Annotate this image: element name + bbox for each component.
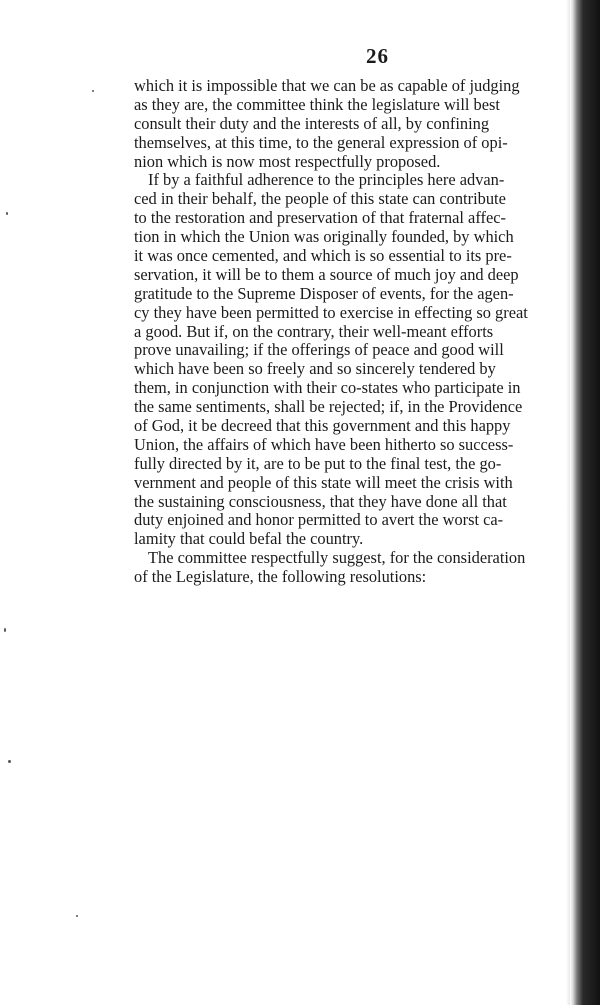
page-number: 26	[366, 44, 389, 68]
text-line: cy they have been permitted to exercise in effecting so great	[134, 302, 528, 322]
scan-speck	[4, 628, 6, 632]
text-line: them, in conjunction with their co-states who participate in	[134, 378, 521, 398]
text-line: If by a faithful adherence to the principles here advan-	[148, 170, 505, 190]
text-line: the same sentiments, shall be rejected; if, in the Providence	[134, 397, 523, 417]
text-line: gratitude to the Supreme Disposer of events, for the agen-	[134, 283, 514, 303]
text-line: themselves, at this time, to the general expression of opi-	[134, 132, 508, 152]
text-line: to the restoration and preservation of that fraternal affec-	[134, 208, 506, 228]
text-line: vernment and people of this state will meet the crisis with	[134, 472, 513, 492]
text-line: it was once cemented, and which is so essential to its pre-	[134, 246, 512, 266]
text-line: The committee respectfully suggest, for the consideration	[148, 548, 526, 568]
body-text	[134, 77, 574, 587]
scan-speck	[6, 212, 8, 215]
scan-speck	[8, 760, 11, 763]
text-line: of God, it be decreed that this government and this happy	[134, 416, 511, 436]
text-line: lamity that could befal the country.	[134, 529, 364, 549]
binding-gutter	[570, 0, 600, 1005]
text-line: of the Legislature, the following resolutions:	[134, 567, 427, 587]
text-line: as they are, the committee think the legislature will best	[134, 94, 500, 114]
text-line: the sustaining consciousness, that they have done all that	[134, 491, 507, 511]
text-line: Union, the affairs of which have been hitherto so success-	[134, 434, 514, 454]
text-line: which have been so freely and so sincerely tendered by	[134, 359, 496, 379]
text-line: nion which is now most respectfully proposed.	[134, 151, 441, 171]
text-line: duty enjoined and honor permitted to avert the worst ca-	[134, 510, 504, 530]
text-line: ced in their behalf, the people of this state can contribute	[134, 189, 506, 209]
text-line: consult their duty and the interests of all, by confining	[134, 113, 490, 133]
text-line: fully directed by it, are to be put to the final test, the go-	[134, 453, 502, 473]
scan-speck	[76, 915, 78, 917]
text-line: which it is impossible that we can be as capable of judging	[134, 76, 520, 95]
text-line: tion in which the Union was originally founded, by which	[134, 227, 514, 247]
text-line: a good. But if, on the contrary, their well-meant efforts	[134, 321, 494, 341]
scan-speck	[92, 90, 94, 92]
text-line: servation, it will be to them a source of much joy and deep	[134, 264, 519, 284]
text-line: prove unavailing; if the offerings of peace and good will	[134, 340, 504, 360]
